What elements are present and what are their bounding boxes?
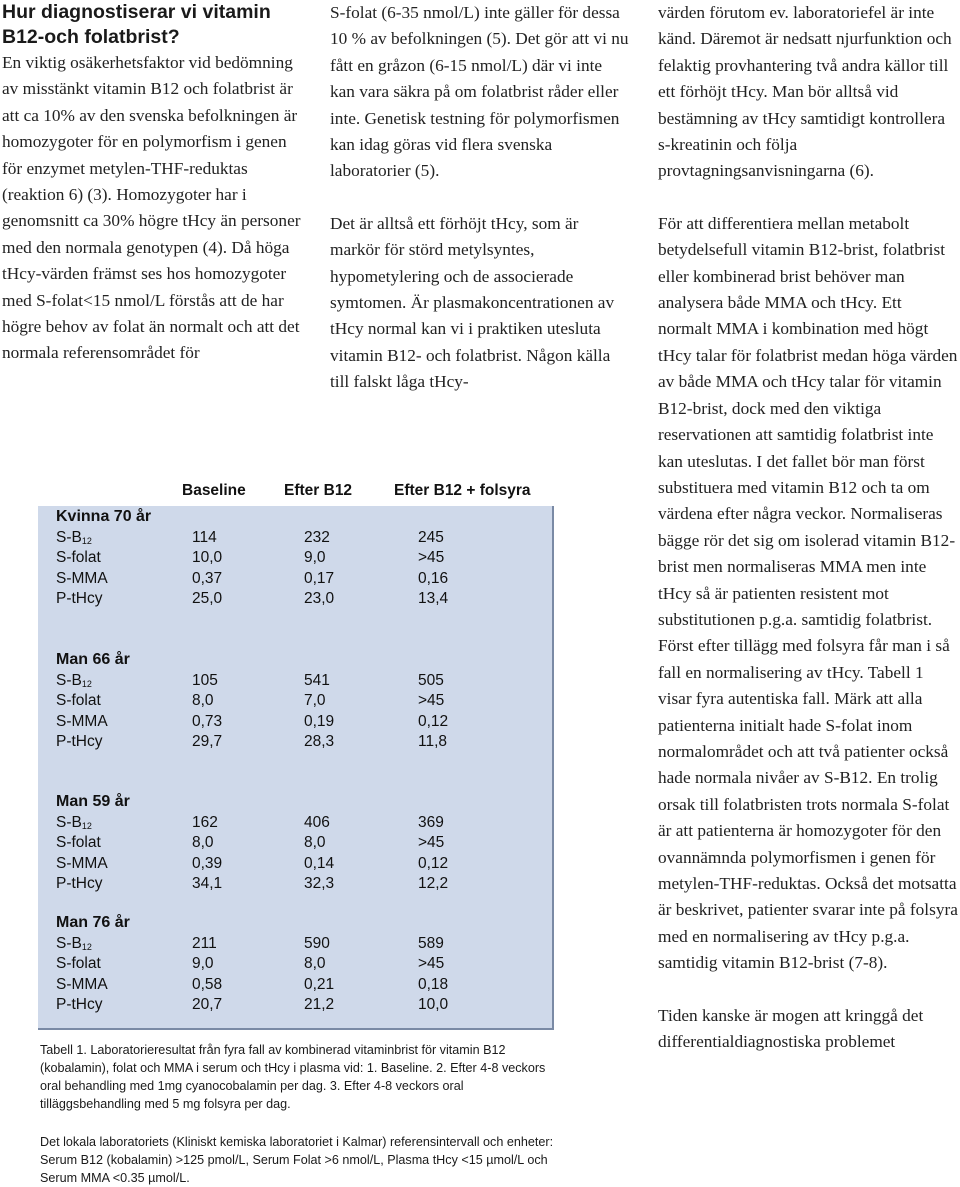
table-row [56,569,546,589]
row-label: S-folat [56,834,101,852]
cell-baseline: 211 [192,935,217,952]
cell-baseline: 10,0 [192,549,223,567]
cell-after-b12: 0,14 [304,854,335,872]
cell-baseline: 8,0 [192,692,214,710]
cell-after-b12: 23,0 [304,590,335,608]
cell-after-folsyra: 0,18 [418,975,449,993]
table-row [56,975,546,995]
row-label: S-MMA [56,854,108,872]
cell-after-folsyra: >45 [418,834,445,852]
cell-after-b12: 0,17 [304,569,335,587]
cell-after-b12: 28,3 [304,733,335,751]
column-1 [2,0,302,367]
table-row [56,854,546,874]
cell-after-folsyra: >45 [418,955,445,973]
cell-after-b12: 590 [304,935,330,952]
cell-baseline: 114 [192,529,217,546]
table-caption: Tabell 1. Laboratorieresultat från fyra fall av kombinerad vitaminbrist för vitamin B12 (kobalamin), folat och MMA i serum och tHcy i plasma vid: 1. Baseline. 2. Efter 4-8 veckors oral behandling med 1mg cyanocobalamin per dag. 3. Efter 4-8 veckors oral tilläggsbehandling med 5 mg folsyra per dag. [40,1043,546,1111]
row-label: $S-B_{12}$ [56,529,92,546]
cell-after-folsyra: 369 [418,814,444,831]
patient-group [56,791,546,895]
patient-group [56,649,546,753]
table-row [56,548,546,568]
cell-after-folsyra: 245 [418,529,444,546]
cell-after-b12: 406 [304,814,330,831]
table-row [56,954,546,974]
patient-title: Kvinna 70 år [56,508,152,525]
cell-after-b12: 8,0 [304,955,326,973]
row-label: $S-B_{12}$ [56,935,92,952]
cell-after-folsyra: 589 [418,935,444,952]
column-2-paragraph-1: S-folat (6-35 nmol/L) inte gäller för dessa 10 % av befolkningen (5). Det gör att vi nu fått en gråzon (6-15 nmol/L) där vi inte kan vara säkra på om folatbrist råder eller inte. Genetisk testning för polymorfismen kan idag göras vid flera svenska laboratorier (5). [330,3,629,181]
table-row [56,691,546,711]
cell-after-folsyra: 0,12 [418,712,449,730]
column-2-paragraph-2: Det är alltså ett förhöjt tHcy, som är markör för störd metylsyntes, hypometylering och de associerade symtomen. Är plasmakoncentrationen av tHcy normal kan vi i praktiken utesluta vitamin B12- och folatbrist. Någon källa till falskt låga tHcy- [330,213,615,392]
table-row [56,813,546,833]
column-3-paragraph-1: värden förutom ev. laboratoriefel är inte känd. Däremot är nedsatt njurfunktion och felaktig provhantering två andra källor till ett förhöjt tHcy. Man bör alltså vid bestämning av tHcy samtidigt kontrollera s-kreatinin och följa provtagningsanvisningarna (6). [658,3,952,181]
cell-baseline: 9,0 [192,955,214,973]
cell-baseline: 0,73 [192,712,223,730]
table-row [56,934,546,954]
column-2 [330,0,630,396]
reference-note: Det lokala laboratoriets (Kliniskt kemiska laboratoriet i Kalmar) referensintervall och enheter: Serum B12 (kobalamin) >125 pmol/L, Serum Folat >6 nmol/L, Plasma tHcy <15 µmol/L och Serum MMA <0.35 µmol/L. [40,1135,554,1185]
row-label: S-MMA [56,975,108,993]
header-after-b12-folsyra: Efter B12 + folsyra [394,482,531,499]
row-label: P-tHcy [56,996,103,1014]
row-label: $S-B_{12}$ [56,672,92,689]
article-heading: Hur diagnostiserar vi vitamin B12-och folatbrist? [2,1,271,48]
table-row [56,995,546,1015]
row-label: P-tHcy [56,875,103,893]
table-header [38,466,554,506]
column-3 [658,0,958,1055]
cell-after-b12: 0,19 [304,712,335,730]
cell-baseline: 0,37 [192,569,223,587]
patient-title: Man 59 år [56,793,130,810]
cell-baseline: 162 [192,814,218,831]
cell-after-b12: 541 [304,672,330,689]
cell-baseline: 25,0 [192,590,223,608]
cell-baseline: 105 [192,672,218,689]
patient-title: Man 76 år [56,914,130,931]
row-label: S-folat [56,549,101,567]
column-1-paragraph: En viktig osäkerhetsfaktor vid bedömning av misstänkt vitamin B12 och folatbrist är att ca 10% av den svenska befolkningen är homozygoter för en polymorfism i genen för enzymet metylen-THF-reduktas (reaktion 6) (3). Homozygoter har i genomsnitt ca 30% högre tHcy än personer med den normala genotypen (4). Då höga tHcy-värden främst ses hos homozygoter med S-folat<15 nmol/L förstås att de har högre behov av folat än normalt och att det normala referensområdet för [2,53,301,363]
table-row [56,833,546,853]
cell-after-b12: 21,2 [304,996,335,1014]
cell-after-b12: 7,0 [304,692,326,710]
row-label: S-folat [56,692,101,710]
cell-after-folsyra: 0,16 [418,569,449,587]
header-after-b12: Efter B12 [284,482,353,499]
row-label: S-folat [56,955,101,973]
cell-baseline: 34,1 [192,875,223,893]
cell-baseline: 0,58 [192,975,223,993]
cell-baseline: 8,0 [192,834,214,852]
patient-group [56,912,546,1016]
row-label: $S-B_{12}$ [56,814,92,831]
column-3-paragraph-3: Tiden kanske är mogen att kringgå det differentialdiagnostiska problemet [658,1005,924,1052]
table-row [56,732,546,752]
cell-after-b12: 32,3 [304,875,335,893]
cell-after-folsyra: >45 [418,549,445,567]
cell-after-b12: 232 [304,529,330,546]
row-label: S-MMA [56,569,108,587]
cell-baseline: 29,7 [192,733,223,751]
cell-baseline: 0,39 [192,854,223,872]
cell-after-b12: 0,21 [304,975,335,993]
cell-after-folsyra: 11,8 [418,733,448,751]
patient-title: Man 66 år [56,651,130,668]
cell-after-folsyra: 505 [418,672,444,689]
cell-after-b12: 8,0 [304,834,326,852]
table-row [56,528,546,548]
header-baseline: Baseline [182,482,246,499]
row-label: S-MMA [56,712,108,730]
row-label: P-tHcy [56,733,103,751]
cell-after-folsyra: 10,0 [418,996,449,1014]
cell-baseline: 20,7 [192,996,223,1014]
cell-after-folsyra: 0,12 [418,854,449,872]
table-row [56,589,546,609]
patient-group [56,506,546,610]
table-row [56,712,546,732]
lab-results-table [38,466,554,1030]
cell-after-folsyra: >45 [418,692,445,710]
row-label: P-tHcy [56,590,103,608]
cell-after-folsyra: 12,2 [418,875,449,893]
table-row [56,874,546,894]
table-row [56,671,546,691]
cell-after-folsyra: 13,4 [418,590,449,608]
column-3-paragraph-2: För att differentiera mellan metabolt betydelsefull vitamin B12-brist, folatbrist eller kombinerad brist behöver man analysera både MMA och tHcy. Ett normalt MMA i kombination med högt tHcy talar för folatbrist medan höga värden av både MMA och tHcy talar för vitamin B12-brist, dock med den viktiga reservationen att samtidig folatbrist inte kan uteslutas. I det fallet bör man först substituera med vitamin B12 och ta om värdena efter några veckor. Normaliseras bägge rör det sig om isolerad vitamin B12-brist men normaliseras MMA men inte tHcy så är patienten resistent mot substitutionen p.g.a. samtidig folatbrist. Först efter tillägg med folsyra får man i så fall en normalisering av tHcy. Tabell 1 visar fyra autentiska fall. Märk att alla patienterna initialt hade S-folat inom normalområdet och att två patienter också hade normala nivåer av S-B12. En trolig orsak till folatbristen trots normala S-folat är att patienterna är homozygoter för den ovannämnda polymorfismen i genen för metylen-THF-reduktas. Också det motsatta är beskrivet, patienter svarar inte på folsyra med en normalisering av tHcy p.g.a. samtidig vitamin B12-brist (7-8). [658,213,958,973]
cell-after-b12: 9,0 [304,549,326,567]
